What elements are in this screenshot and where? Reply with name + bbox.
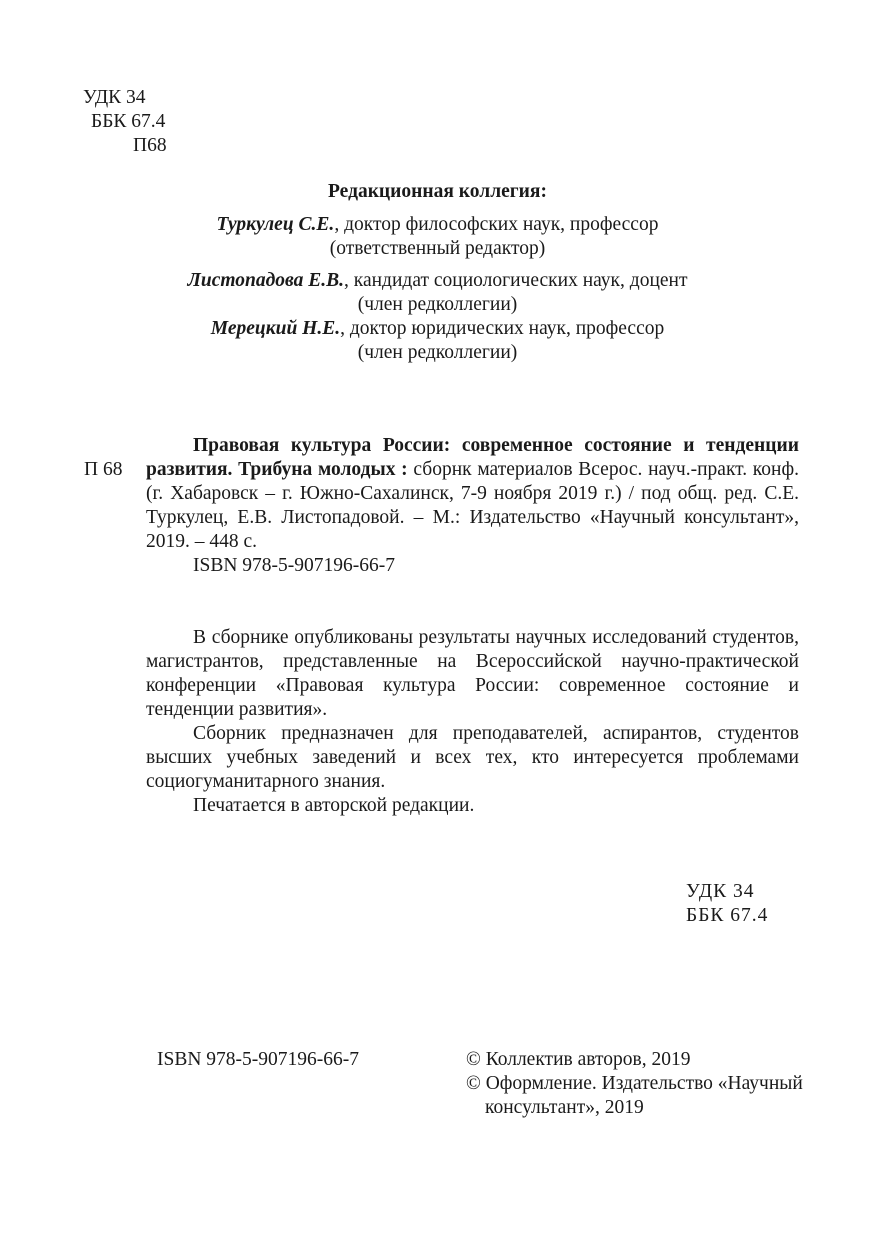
member-title: , кандидат социологических наук, доцент xyxy=(344,270,688,291)
book-title: Правовая культура России: современное состояние и тенденции развития. Трибуна молодых : xyxy=(146,435,799,480)
copyright-authors: © Коллектив авторов, 2019 xyxy=(466,1049,691,1070)
member-title: , доктор философских наук, профессор xyxy=(334,214,659,235)
member-name: Туркулец С.Е. xyxy=(216,214,335,235)
board-member-2 xyxy=(0,269,875,293)
board-member-2-role: (член редколлегии) xyxy=(357,294,518,315)
annotation-paragraph-1: В сборнике опубликованы результаты научных исследований студентов, магистрантов, представленные на Всероссийской научно-практической конференции «Правовая культура России: современное состояние и тенденции развития». xyxy=(146,627,799,720)
board-member-1-role: (ответственный редактор) xyxy=(329,238,546,259)
copyright-design-continued: консультант», 2019 xyxy=(485,1097,644,1118)
isbn: ISBN 978-5-907196-66-7 xyxy=(193,555,396,576)
udk-code: УДК 34 xyxy=(83,87,146,108)
bibliographic-code: П 68 xyxy=(84,459,123,480)
member-name: Листопадова Е.В. xyxy=(187,270,345,291)
bbk-code-bottom: ББК 67.4 xyxy=(686,905,769,926)
author-mark: П68 xyxy=(133,135,167,156)
bbk-code: ББК 67.4 xyxy=(91,111,166,132)
isbn-footer: ISBN 978-5-907196-66-7 xyxy=(157,1049,360,1070)
board-member-3 xyxy=(0,317,875,341)
board-member-3-role: (член редколлегии) xyxy=(357,342,518,363)
editorial-board-heading: Редакционная коллегия: xyxy=(328,181,547,202)
board-member-1 xyxy=(0,213,875,237)
member-name: Мерецкий Н.Е. xyxy=(210,318,341,339)
udk-code-bottom: УДК 34 xyxy=(686,881,755,902)
copyright-design: © Оформление. Издательство «Научный xyxy=(466,1073,803,1094)
bibliographic-record xyxy=(146,434,799,554)
member-title: , доктор юридических наук, профессор xyxy=(340,318,665,339)
annotation-paragraph-3: Печатается в авторской редакции. xyxy=(193,795,475,816)
annotation-paragraph-2: Сборник предназначен для преподавателей, аспирантов, студентов высших учебных заведений и всех тех, кто интересуется проблемами социогуманитарного знания. xyxy=(146,723,799,792)
book-details: сборнк материалов Всерос. науч.-практ. конф. (г. Хабаровск – г. Южно-Сахалинск, 7-9 ноября 2019 г.) / под общ. ред. С.Е. Туркулец, Е.В. Листопадовой. – М.: Издательство «Научный консультант», 2019. – 448 с. xyxy=(146,459,799,552)
